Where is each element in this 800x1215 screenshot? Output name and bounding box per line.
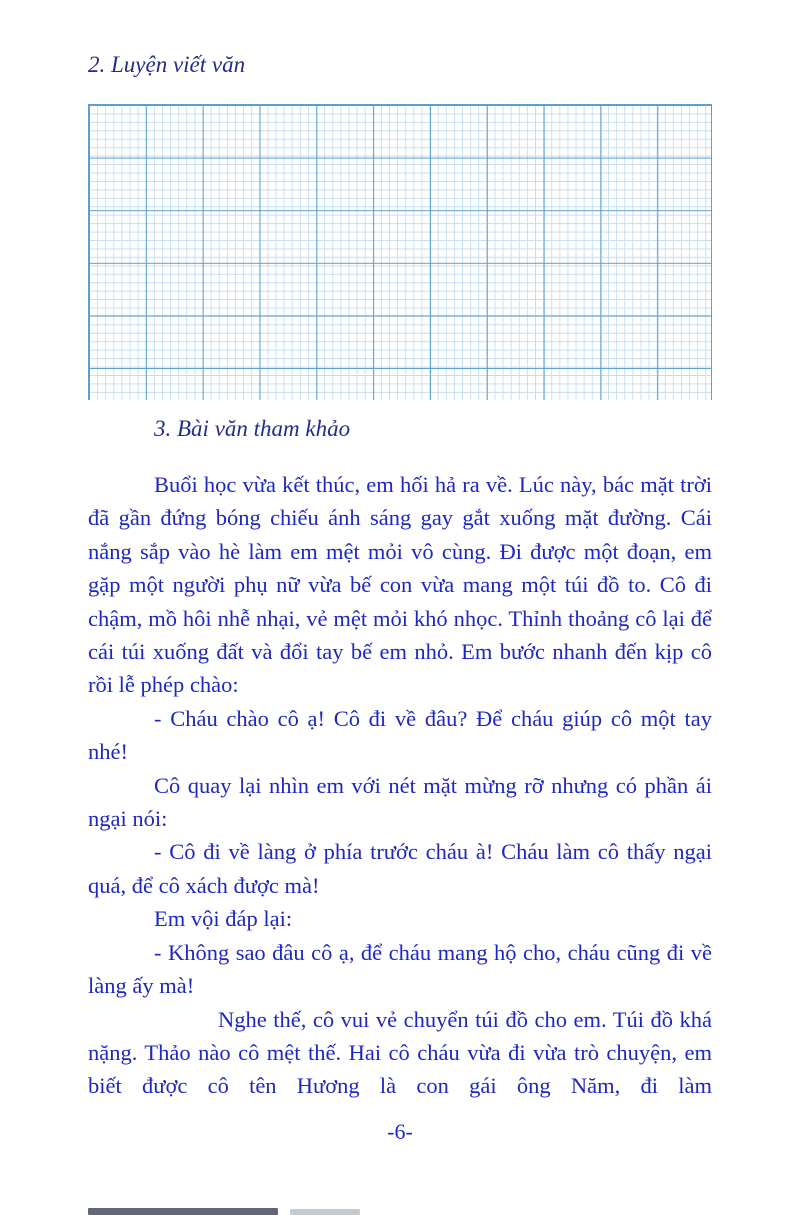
page-bottom-scan-artifact-2 (290, 1209, 360, 1215)
essay-paragraph: Nghe thế, cô vui vẻ chuyển túi đồ cho em. Túi đồ khá nặng. Thảo nào cô mệt thế. Hai cô cháu vừa đi vừa trò chuyện, em biết được cô tên Hương là con gái ông Năm, đi làm (88, 1006, 712, 1099)
essay-paragraph-dialogue: - Cháu chào cô ạ! Cô đi về đâu? Để cháu giúp cô một tay nhé! (88, 705, 712, 765)
essay-paragraph-dialogue: - Cô đi về làng ở phía trước cháu à! Cháu làm cô thấy ngại quá, để cô xách được mà! (88, 839, 712, 898)
reference-essay (88, 468, 712, 1103)
page-bottom-scan-artifact (88, 1208, 278, 1215)
essay-paragraph: Em vội đáp lại: (154, 906, 293, 932)
section-heading-practice: 2. Luyện viết văn (88, 52, 246, 77)
section-heading-reference: 3. Bài văn tham khảo (154, 416, 351, 441)
essay-paragraph: Cô quay lại nhìn em với nét mặt mừng rỡ nhưng có phần ái ngại nói: (88, 772, 712, 832)
writing-grid (88, 104, 712, 400)
page-number: -6- (387, 1118, 413, 1144)
essay-paragraph-dialogue: - Không sao đâu cô ạ, để cháu mang hộ cho, cháu cũng đi về làng ấy mà! (88, 939, 712, 999)
essay-paragraph: Buổi học vừa kết thúc, em hối hả ra về. Lúc này, bác mặt trời đã gần đứng bóng chiếu ánh sáng gay gắt xuống mặt đường. Cái nắng sắp vào hè làm em mệt mỏi vô cùng. Đi được một đoạn, em gặp một người phụ nữ vừa bế con vừa mang một túi đồ to. Cô đi chậm, mồ hôi nhễ nhại, vẻ mệt mỏi khó nhọc. Thỉnh thoảng cô lại để cái túi xuống đất và đổi tay bế em nhỏ. Em bước nhanh đến kịp cô rồi lễ phép chào: (88, 472, 712, 698)
page-content (0, 52, 800, 1145)
